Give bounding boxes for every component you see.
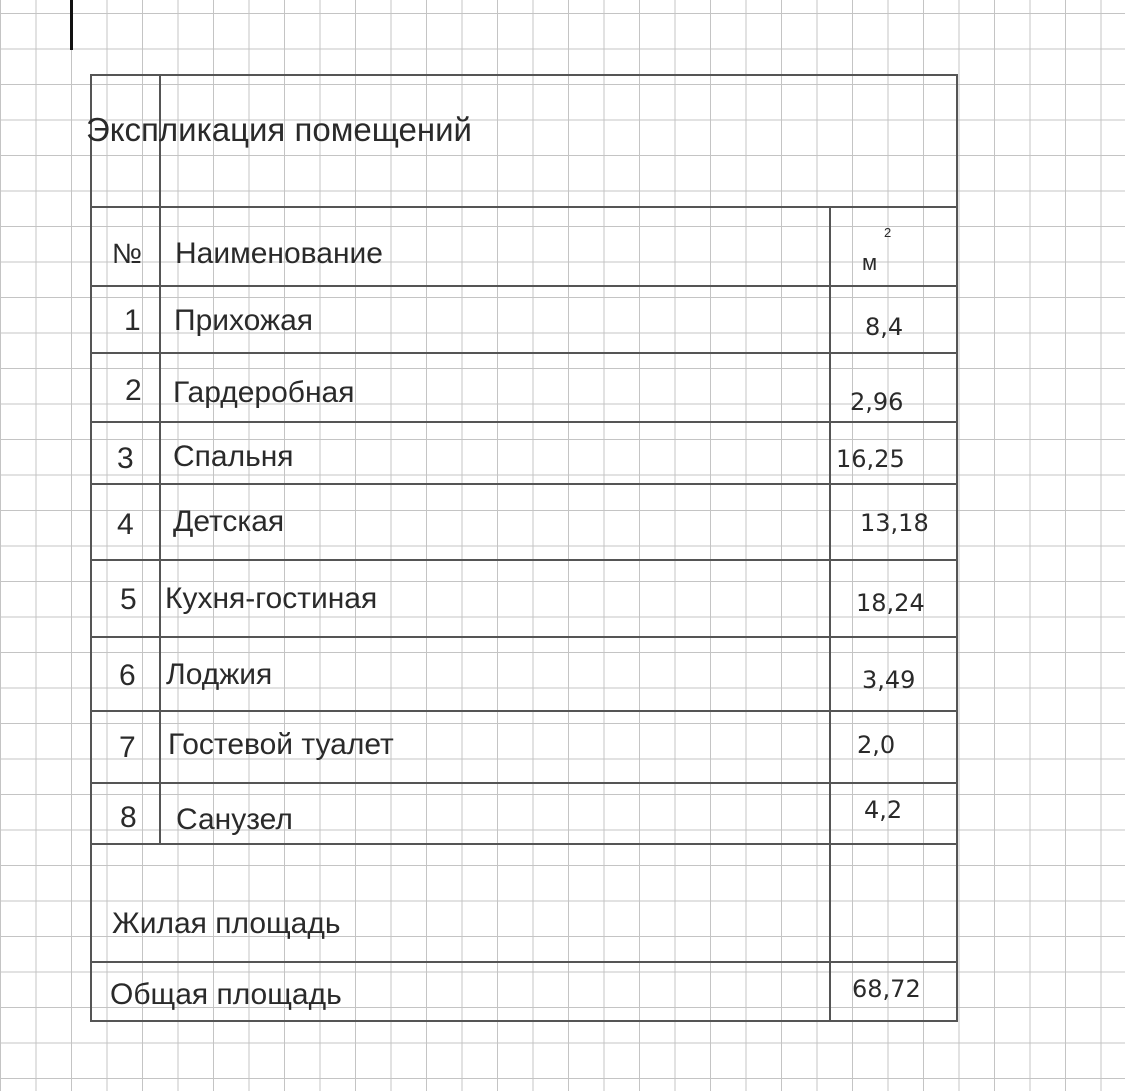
text-cursor: [70, 0, 73, 50]
room-name: Гардеробная: [173, 376, 355, 409]
room-area: 8,4: [865, 313, 904, 341]
room-number: 3: [117, 442, 134, 475]
row-divider: [90, 352, 958, 354]
column-divider: [159, 74, 161, 844]
room-area: 2,96: [850, 388, 904, 416]
header-name: Наименование: [175, 237, 383, 270]
room-number: 4: [117, 508, 134, 541]
row-divider: [90, 961, 958, 963]
room-number: 5: [120, 583, 137, 616]
room-name: Спальня: [173, 440, 294, 473]
row-divider: [90, 782, 958, 784]
living-area-label: Жилая площадь: [112, 907, 341, 940]
room-number: 8: [120, 801, 137, 834]
room-area: 13,18: [860, 509, 929, 537]
room-number: 7: [119, 731, 136, 764]
row-divider: [90, 636, 958, 638]
room-name: Детская: [173, 505, 285, 538]
room-area: 16,25: [836, 445, 905, 473]
row-divider: [90, 421, 958, 423]
room-area: 4,2: [864, 796, 903, 824]
room-name: Прихожая: [174, 304, 314, 337]
room-number: 6: [119, 659, 136, 692]
row-divider: [90, 206, 958, 208]
header-number: №: [112, 238, 143, 269]
room-area: 18,24: [856, 589, 925, 617]
table-title: Экспликация помещений: [86, 111, 472, 148]
room-name: Санузел: [176, 803, 293, 836]
total-area-value: 68,72: [852, 975, 921, 1003]
room-area: 2,0: [857, 731, 896, 759]
row-divider: [90, 559, 958, 561]
row-divider: [90, 710, 958, 712]
row-divider: [90, 843, 958, 845]
table-frame: [90, 74, 958, 1022]
room-name: Лоджия: [166, 658, 273, 691]
row-divider: [90, 285, 958, 287]
room-area: 3,49: [862, 666, 916, 694]
room-number: 1: [124, 304, 141, 337]
column-divider: [829, 206, 831, 1022]
room-name: Кухня-гостиная: [165, 582, 378, 615]
room-number: 2: [125, 374, 142, 407]
row-divider: [90, 483, 958, 485]
header-unit: м: [862, 250, 878, 275]
total-area-label: Общая площадь: [110, 978, 342, 1011]
room-name: Гостевой туалет: [168, 728, 394, 761]
header-unit-power: 2: [884, 225, 892, 240]
